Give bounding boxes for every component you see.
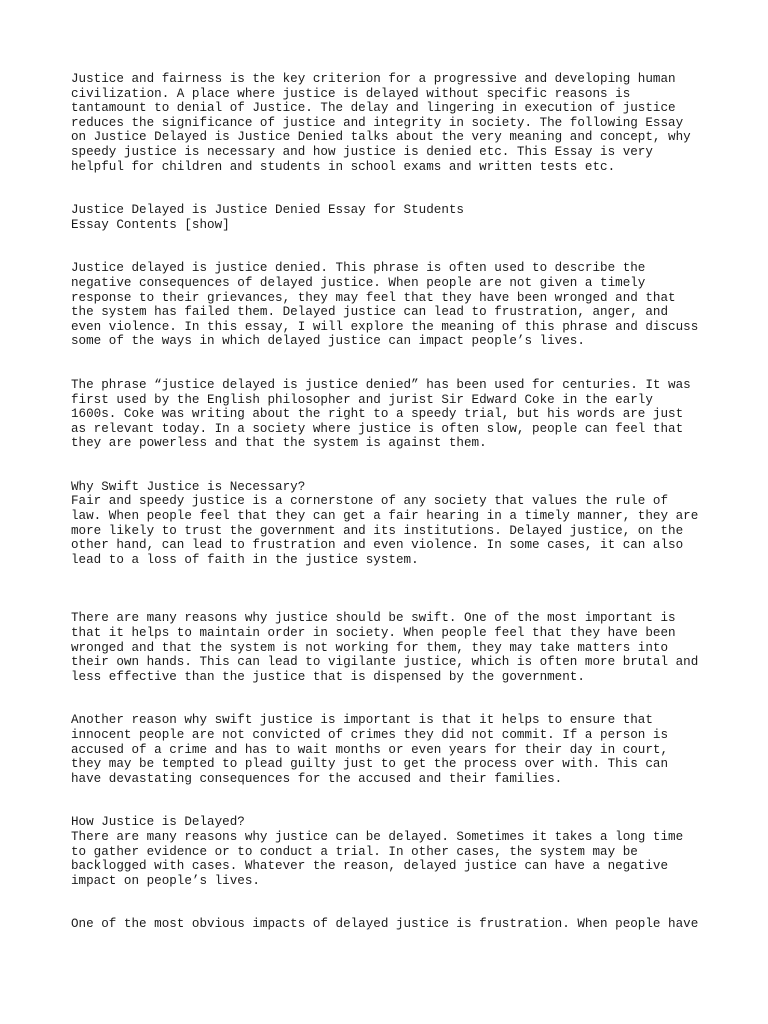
text-line: other hand, can lead to frustration and even violence. In some cases, it can also [71, 538, 684, 553]
text-line: Fair and speedy justice is a cornerstone of any society that values the rule of [71, 494, 669, 509]
text-line: as relevant today. In a society where justice is often slow, people can feel that [71, 421, 684, 436]
text-line: helpful for children and students in school exams and written tests etc. [71, 159, 616, 174]
text-line: the system has failed them. Delayed justice can lead to frustration, anger, and [71, 305, 669, 320]
text-line: civilization. A place where justice is delayed without specific reasons is [71, 86, 631, 101]
paragraph-p5 [71, 713, 751, 786]
text-line: Essay Contents [show] [71, 217, 230, 232]
text-line: response to their grievances, they may feel that they have been wronged and that [71, 290, 676, 305]
text-line: wronged and that the system is not working for them, they may take matters into [71, 640, 669, 655]
paragraph-p3 [71, 480, 751, 568]
paragraph-p4 [71, 611, 751, 684]
text-line: tantamount to denial of Justice. The delay and lingering in execution of justice [71, 101, 676, 116]
text-line: they may be tempted to plead guilty just to get the process over with. This can [71, 757, 669, 772]
text-line: One of the most obvious impacts of delayed justice is frustration. When people have [71, 917, 699, 932]
text-line: There are many reasons why justice should be swift. One of the most important is [71, 611, 676, 626]
paragraph-intro [71, 72, 751, 174]
text-line: The phrase “justice delayed is justice denied” has been used for centuries. It was [71, 377, 691, 392]
text-line: reduces the significance of justice and integrity in society. The following Essay [71, 115, 684, 130]
text-line: their own hands. This can lead to vigilante justice, which is often more brutal and [71, 655, 699, 670]
text-line: have devastating consequences for the accused and their families. [71, 771, 563, 786]
text-line: How Justice is Delayed? [71, 815, 245, 830]
paragraph-p6 [71, 815, 751, 888]
text-line: Justice and fairness is the key criterion for a progressive and developing human [71, 72, 676, 86]
text-line: backlogged with cases. Whatever the reason, delayed justice can have a negative [71, 859, 669, 874]
text-line: impact on people’s lives. [71, 873, 260, 888]
text-line: to gather evidence or to conduct a trial. In other cases, the system may be [71, 844, 638, 859]
text-line: more likely to trust the government and its institutions. Delayed justice, on the [71, 523, 684, 538]
paragraph-p7 [71, 917, 751, 932]
text-line: lead to a loss of faith in the justice system. [71, 552, 419, 567]
text-line: 1600s. Coke was writing about the right to a speedy trial, but his words are just [71, 407, 684, 422]
text-line: less effective than the justice that is dispensed by the government. [71, 669, 585, 684]
paragraph-p2 [71, 378, 751, 451]
text-line: law. When people feel that they can get a fair hearing in a timely manner, they are [71, 509, 699, 524]
text-line: Why Swift Justice is Necessary? [71, 479, 306, 494]
text-line: There are many reasons why justice can be delayed. Sometimes it takes a long time [71, 829, 684, 844]
text-line: speedy justice is necessary and how justice is denied etc. This Essay is very [71, 144, 653, 159]
text-line: accused of a crime and has to wait months or even years for their day in court, [71, 742, 669, 757]
text-line: negative consequences of delayed justice. When people are not given a timely [71, 275, 646, 290]
text-line: they are powerless and that the system is against them. [71, 436, 487, 451]
text-line: that it helps to maintain order in society. When people feel that they have been [71, 626, 676, 641]
text-line: even violence. In this essay, I will explore the meaning of this phrase and discuss [71, 319, 699, 334]
document-body [71, 72, 751, 932]
text-line: innocent people are not convicted of crimes they did not commit. If a person is [71, 728, 669, 742]
text-line: Another reason why swift justice is important is that it helps to ensure that [71, 713, 653, 728]
text-line: first used by the English philosopher and jurist Sir Edward Coke in the early [71, 392, 653, 407]
paragraph-p1 [71, 261, 751, 349]
text-line: Justice delayed is justice denied. This phrase is often used to describe the [71, 261, 646, 276]
text-line: some of the ways in which delayed justice can impact people’s lives. [71, 334, 585, 349]
paragraph-title [71, 203, 751, 232]
text-line: Justice Delayed is Justice Denied Essay for Students [71, 203, 464, 218]
text-line: on Justice Delayed is Justice Denied talks about the very meaning and concept, why [71, 130, 691, 145]
